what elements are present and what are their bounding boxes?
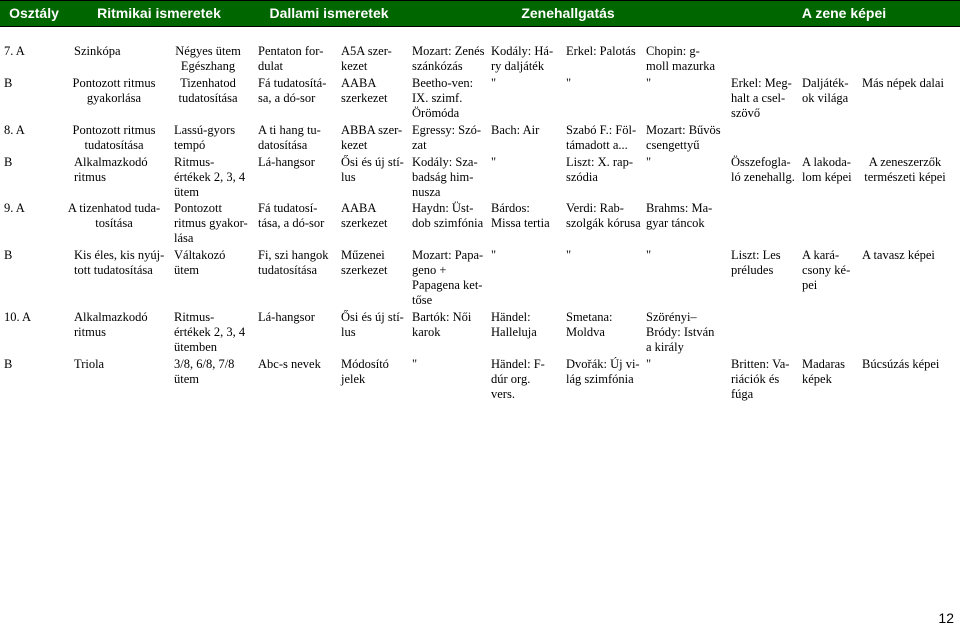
listening-cell-2: " bbox=[491, 76, 497, 90]
listening-cell-2: Bach: Air bbox=[491, 123, 540, 137]
rhythm2-cell: Lassú-gyors tempó bbox=[174, 123, 236, 152]
rhythm-cell: Kis éles, kis nyúj- tott tudatosítása bbox=[74, 248, 165, 277]
listening-cell-1: Bartók: Női karok bbox=[412, 310, 472, 339]
listening-cell-4: " bbox=[646, 155, 652, 169]
listening-cell-3: Szabó F.: Föl- támadott a... bbox=[566, 123, 637, 152]
listening-cell-2: Händel: F- dúr org. vers. bbox=[491, 357, 545, 401]
image-cell-1: Daljáték- ok világa bbox=[802, 76, 849, 105]
grade-cell: 8. A bbox=[4, 123, 25, 137]
listening-cell-3: Dvořák: Új vi- lág szimfónia bbox=[566, 357, 640, 386]
rhythm-cell: A tizenhatod tuda- tosítása bbox=[67, 201, 161, 230]
melody2-cell: Műzenei szerkezet bbox=[341, 248, 388, 277]
melody-cell: Lá-hangsor bbox=[258, 155, 315, 169]
listening-cell-3: Verdi: Rab- szolgák kórusa bbox=[566, 201, 641, 230]
melody2-cell: Módosító jelek bbox=[341, 357, 389, 386]
listening-cell-4: " bbox=[646, 357, 652, 371]
listening-cell-2: " bbox=[491, 155, 497, 169]
melody2-cell: Ősi és új stí- lus bbox=[341, 310, 404, 339]
listening-cell-5: Összefogla- ló zenehallg. bbox=[731, 155, 795, 184]
rhythm-cell: Pontozott ritmus tudatosítása bbox=[72, 123, 156, 152]
listening-cell-3: Liszt: X. rap- szódia bbox=[566, 155, 633, 184]
melody2-cell: A5A szer- kezet bbox=[341, 44, 392, 73]
listening-cell-4: " bbox=[646, 76, 652, 90]
header-osztaly: Osztály bbox=[9, 5, 59, 21]
listening-cell-3: " bbox=[566, 76, 572, 90]
melody-cell: Fá tudatosítá- sa, a dó-sor bbox=[258, 76, 327, 105]
listening-cell-1: Kodály: Sza- badság him- nusza bbox=[412, 155, 478, 199]
listening-cell-5: Britten: Va- riációk és fúga bbox=[731, 357, 790, 401]
listening-cell-5: Liszt: Les préludes bbox=[731, 248, 781, 277]
rhythm2-cell: Pontozott ritmus gyakor- lása bbox=[174, 201, 248, 245]
rhythm-cell: Alkalmazkodó ritmus bbox=[74, 310, 148, 339]
listening-cell-1: Mozart: Papa- geno + Papagena ket- tőse bbox=[412, 248, 484, 307]
listening-cell-1: Beetho-ven: IX. szimf. Örömóda bbox=[412, 76, 474, 120]
rhythm2-cell: Váltakozó ütem bbox=[174, 248, 226, 277]
rhythm2-cell: Ritmus- értékek 2, 3, 4 ütem bbox=[174, 155, 246, 199]
grade-cell: B bbox=[4, 155, 13, 169]
melody2-cell: ABBA szer- kezet bbox=[341, 123, 403, 152]
grade-cell: 7. A bbox=[4, 44, 25, 58]
melody2-cell: AABA szerkezet bbox=[341, 201, 388, 230]
image-cell-2: A tavasz képei bbox=[862, 248, 935, 262]
rhythm2-cell: Ritmus- értékek 2, 3, 4 ütemben bbox=[174, 310, 246, 354]
image-cell-1: A kará- csony ké- pei bbox=[802, 248, 851, 292]
melody-cell: Lá-hangsor bbox=[258, 310, 315, 324]
header-zene-kepei: A zene képei bbox=[801, 5, 887, 21]
rhythm2-cell: Négyes ütem Egészhang bbox=[175, 44, 241, 73]
image-cell-1: A lakoda- lom képei bbox=[802, 155, 852, 184]
listening-cell-3: " bbox=[566, 248, 572, 262]
listening-cell-2: Kodály: Há- ry daljáték bbox=[491, 44, 554, 73]
grade-cell: 9. A bbox=[4, 201, 25, 215]
table-header bbox=[0, 0, 960, 27]
listening-cell-2: " bbox=[491, 248, 497, 262]
grade-cell: B bbox=[4, 76, 13, 90]
rhythm-cell: Alkalmazkodó ritmus bbox=[74, 155, 148, 184]
grade-cell: B bbox=[4, 357, 13, 371]
listening-cell-5: Erkel: Meg- halt a csel- szövő bbox=[731, 76, 792, 120]
listening-cell-1: Egressy: Szó- zat bbox=[412, 123, 482, 152]
melody-cell: A ti hang tu- datosítása bbox=[258, 123, 321, 152]
melody-cell: Fá tudatosí- tása, a dó-sor bbox=[258, 201, 325, 230]
melody-cell: Abc-s nevek bbox=[258, 357, 321, 371]
rhythm-cell: Szinkópa bbox=[74, 44, 121, 58]
listening-cell-1: Haydn: Üst- dob szimfónia bbox=[412, 201, 484, 230]
listening-cell-3: Erkel: Palotás bbox=[566, 44, 636, 58]
melody-cell: Fi, szi hangok tudatosítása bbox=[258, 248, 329, 277]
listening-cell-1: Mozart: Zenés szánkózás bbox=[412, 44, 485, 73]
listening-cell-4: " bbox=[646, 248, 652, 262]
listening-cell-2: Bárdos: Missa tertia bbox=[491, 201, 550, 230]
melody2-cell: AABA szerkezet bbox=[341, 76, 388, 105]
header-dallami: Dallami ismeretek bbox=[269, 5, 389, 21]
curriculum-table bbox=[0, 40, 960, 410]
melody2-cell: Ősi és új stí- lus bbox=[341, 155, 404, 184]
grade-cell: 10. A bbox=[4, 310, 32, 324]
listening-cell-1: " bbox=[412, 357, 418, 371]
rhythm-cell: Triola bbox=[74, 357, 105, 371]
image-cell-1: Madaras képek bbox=[802, 357, 846, 386]
page-number: 12 bbox=[938, 610, 954, 626]
listening-cell-2: Händel: Halleluja bbox=[491, 310, 537, 339]
header-zenehallgatas: Zenehallgatás bbox=[521, 5, 615, 21]
melody-cell: Pentaton for- dulat bbox=[258, 44, 324, 73]
rhythm2-cell: Tizenhatod tudatosítása bbox=[178, 76, 238, 105]
grade-cell: B bbox=[4, 248, 13, 262]
header-ritmikai: Ritmikai ismeretek bbox=[97, 5, 221, 21]
listening-cell-3: Smetana: Moldva bbox=[566, 310, 613, 339]
listening-cell-4: Mozart: Bűvös csengettyű bbox=[646, 123, 721, 152]
listening-cell-4: Chopin: g- moll mazurka bbox=[646, 44, 716, 73]
image-cell-2: Más népek dalai bbox=[862, 76, 944, 90]
rhythm2-cell: 3/8, 6/8, 7/8 ütem bbox=[174, 357, 235, 386]
listening-cell-4: Szörényi– Bródy: István a király bbox=[646, 310, 715, 354]
listening-cell-4: Brahms: Ma- gyar táncok bbox=[646, 201, 713, 230]
rhythm-cell: Pontozott ritmus gyakorlása bbox=[72, 76, 156, 105]
image-cell-2: A zeneszerzők természeti képei bbox=[864, 155, 946, 184]
image-cell-2: Búcsúzás képei bbox=[862, 357, 940, 371]
